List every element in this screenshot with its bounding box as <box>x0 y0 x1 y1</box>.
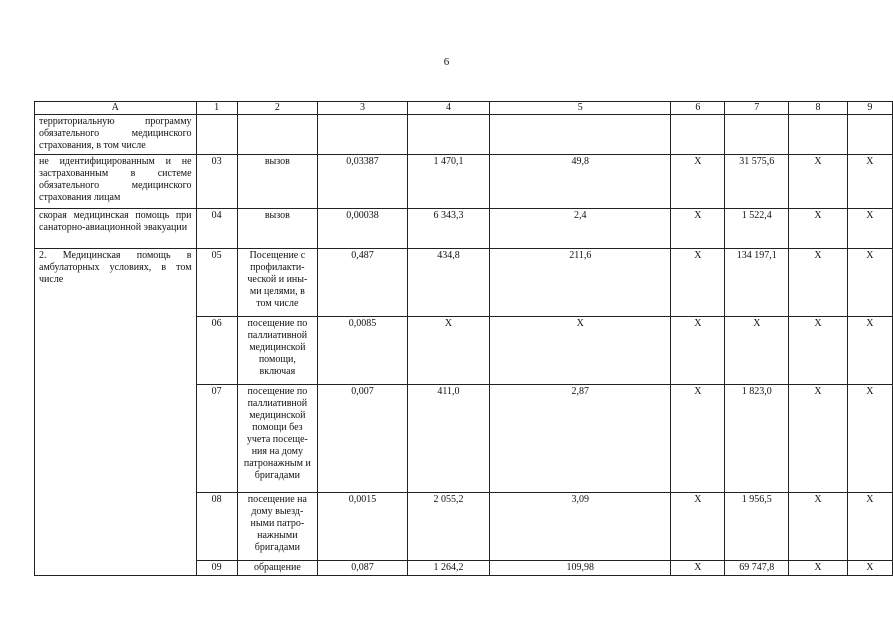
page-number: 6 <box>443 56 450 68</box>
row-value: Х <box>847 249 892 317</box>
row-value: Х <box>671 385 725 493</box>
row-code: 07 <box>196 385 237 493</box>
row-code: 03 <box>196 155 237 209</box>
row-value: 134 197,1 <box>725 249 789 317</box>
row-value: 411,0 <box>407 385 489 493</box>
row-value: 49,8 <box>490 155 671 209</box>
row-value: 69 747,8 <box>725 561 789 576</box>
row-unit: Посещение с профилакти-ческой и ины-ми целями, в том числе <box>237 249 317 317</box>
row-value: Х <box>789 493 848 561</box>
row-value: 0,03387 <box>318 155 408 209</box>
table-row <box>35 209 893 249</box>
row-label: территориальную программу обязательного медицинского страхования, в том числе <box>35 115 197 155</box>
row-value <box>407 115 489 155</box>
row-code: 09 <box>196 561 237 576</box>
row-label: 2. Медицинская помощь в амбулаторных условиях, в том числе <box>35 249 197 576</box>
column-header: 7 <box>725 102 789 115</box>
row-value: Х <box>847 493 892 561</box>
row-value: 434,8 <box>407 249 489 317</box>
column-header: 6 <box>671 102 725 115</box>
row-value: Х <box>847 155 892 209</box>
row-value <box>847 115 892 155</box>
row-value: Х <box>847 209 892 249</box>
row-value <box>671 115 725 155</box>
row-value: Х <box>671 317 725 385</box>
row-value: Х <box>671 249 725 317</box>
data-table <box>34 101 893 576</box>
row-unit: вызов <box>237 209 317 249</box>
table-header-row <box>35 102 893 115</box>
row-value: 1 956,5 <box>725 493 789 561</box>
row-unit: посещение на дому выезд-ными патро-нажными бригадами <box>237 493 317 561</box>
row-value: 1 522,4 <box>725 209 789 249</box>
row-value: Х <box>671 561 725 576</box>
row-value: Х <box>789 249 848 317</box>
row-value: 3,09 <box>490 493 671 561</box>
column-header: 4 <box>407 102 489 115</box>
row-value <box>318 115 408 155</box>
row-value: 2 055,2 <box>407 493 489 561</box>
row-value: Х <box>407 317 489 385</box>
row-value: 0,007 <box>318 385 408 493</box>
column-header: 1 <box>196 102 237 115</box>
row-label: скорая медицинская помощь при санаторно-авиационной эвакуации <box>35 209 197 249</box>
row-value: Х <box>789 385 848 493</box>
table-row <box>35 249 893 317</box>
row-value: Х <box>789 209 848 249</box>
row-value: 1 264,2 <box>407 561 489 576</box>
table-row <box>35 155 893 209</box>
row-unit: посещение по паллиативной медицинской помощи, включая <box>237 317 317 385</box>
row-value: Х <box>847 561 892 576</box>
column-header: 5 <box>490 102 671 115</box>
row-label: не идентифицированным и не застрахованным в системе обязательного медицинского страхования лицам <box>35 155 197 209</box>
row-unit: вызов <box>237 155 317 209</box>
row-value: Х <box>789 317 848 385</box>
row-value: 2,87 <box>490 385 671 493</box>
column-header: 8 <box>789 102 848 115</box>
row-value: 109,98 <box>490 561 671 576</box>
row-value: 1 470,1 <box>407 155 489 209</box>
column-header: 3 <box>318 102 408 115</box>
row-unit: обращение <box>237 561 317 576</box>
table-row <box>35 115 893 155</box>
row-code: 04 <box>196 209 237 249</box>
row-value: Х <box>671 155 725 209</box>
row-value: 2,4 <box>490 209 671 249</box>
row-value: 211,6 <box>490 249 671 317</box>
row-code: 06 <box>196 317 237 385</box>
column-header: 9 <box>847 102 892 115</box>
row-value: Х <box>490 317 671 385</box>
row-value: 1 823,0 <box>725 385 789 493</box>
row-unit: посещение по паллиативной медицинской помощи без учета посеще-ния на дому патронажным и бригадами <box>237 385 317 493</box>
row-value <box>789 115 848 155</box>
row-code: 08 <box>196 493 237 561</box>
column-header: A <box>35 102 197 115</box>
row-value: Х <box>847 385 892 493</box>
row-value: Х <box>789 155 848 209</box>
row-value: Х <box>847 317 892 385</box>
row-value: Х <box>671 493 725 561</box>
row-value <box>490 115 671 155</box>
row-value: 0,00038 <box>318 209 408 249</box>
row-code: 05 <box>196 249 237 317</box>
row-value: 6 343,3 <box>407 209 489 249</box>
row-code <box>196 115 237 155</box>
row-value: Х <box>789 561 848 576</box>
row-value: 0,0015 <box>318 493 408 561</box>
row-value: Х <box>671 209 725 249</box>
row-unit <box>237 115 317 155</box>
row-value: 31 575,6 <box>725 155 789 209</box>
row-value <box>725 115 789 155</box>
column-header: 2 <box>237 102 317 115</box>
row-value: Х <box>725 317 789 385</box>
row-value: 0,087 <box>318 561 408 576</box>
row-value: 0,0085 <box>318 317 408 385</box>
row-value: 0,487 <box>318 249 408 317</box>
